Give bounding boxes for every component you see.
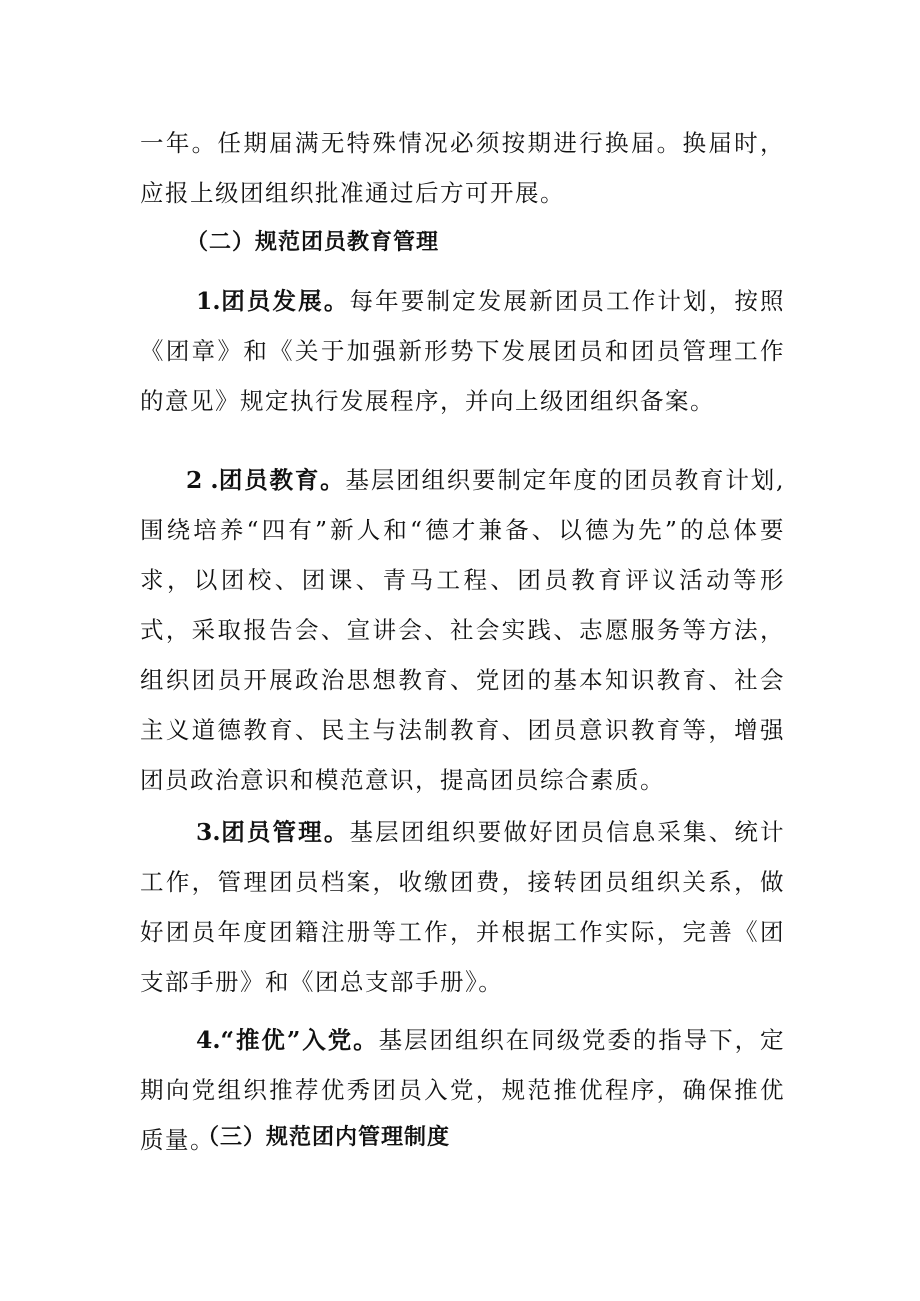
item-4-number: 4 (196, 1026, 213, 1054)
item-4-body: 基层团组织在同级党委的指导下，定期向党组织推荐优秀团员入党，规范推优程序，确保推优质量。 (140, 1026, 785, 1154)
item-3-separator: . (212, 818, 221, 846)
continuation-paragraph: 一年。任期届满无特殊情况必须按期进行换届。换届时，应报上级团组织批准通过后方可开展。 (140, 129, 785, 207)
item-1-number: 1 (196, 287, 213, 315)
item-1-separator: . (212, 287, 221, 315)
item-4-title: “推优”入党。 (220, 1026, 379, 1054)
item-2-separator: . (210, 466, 219, 494)
item-3-title: 团员管理。 (220, 818, 350, 846)
item-2-paragraph (140, 455, 785, 805)
section-heading-3: （三）规范团内管理制度 (197, 1124, 451, 1150)
item-1-body: 每年要制定发展新团员工作计划，按照《团章》和《关于加强新形势下发展团员和团员管理工作的意见》规定执行发展程序，并向上级团组织备案。 (140, 287, 786, 415)
item-2-body: 基层团组织要制定年度的团员教育计划,围绕培养“四有”新人和“德才兼备、以德为先”的总体要求，以团校、团课、青马工程、团员教育评议活动等形式，采取报告会、宣讲会、社会实践、志愿服务等方法，组织团员开展政治思想教育、党团的基本知识教育、社会主义道德教育、民主与法制教育、团员意识教育等，增强团员政治意识和模范意识，提高团员综合素质。 (140, 466, 785, 794)
item-1-title: 团员发展。 (220, 287, 350, 315)
item-3-number: 3 (196, 818, 213, 846)
item-4-separator: . (212, 1026, 221, 1054)
item-3-paragraph (140, 807, 785, 1007)
item-2-title: 团员教育。 (218, 466, 346, 494)
item-3-body: 基层团组织要做好团员信息采集、统计工作，管理团员档案，收缴团费，接转团员组织关系，做好团员年度团籍注册等工作，并根据工作实际，完善《团支部手册》和《团总支部手册》。 (140, 818, 786, 996)
section-heading-2: （二）规范团员教育管理 (186, 229, 440, 255)
item-1-paragraph (140, 276, 785, 426)
item-2-number: 2 (186, 466, 203, 494)
